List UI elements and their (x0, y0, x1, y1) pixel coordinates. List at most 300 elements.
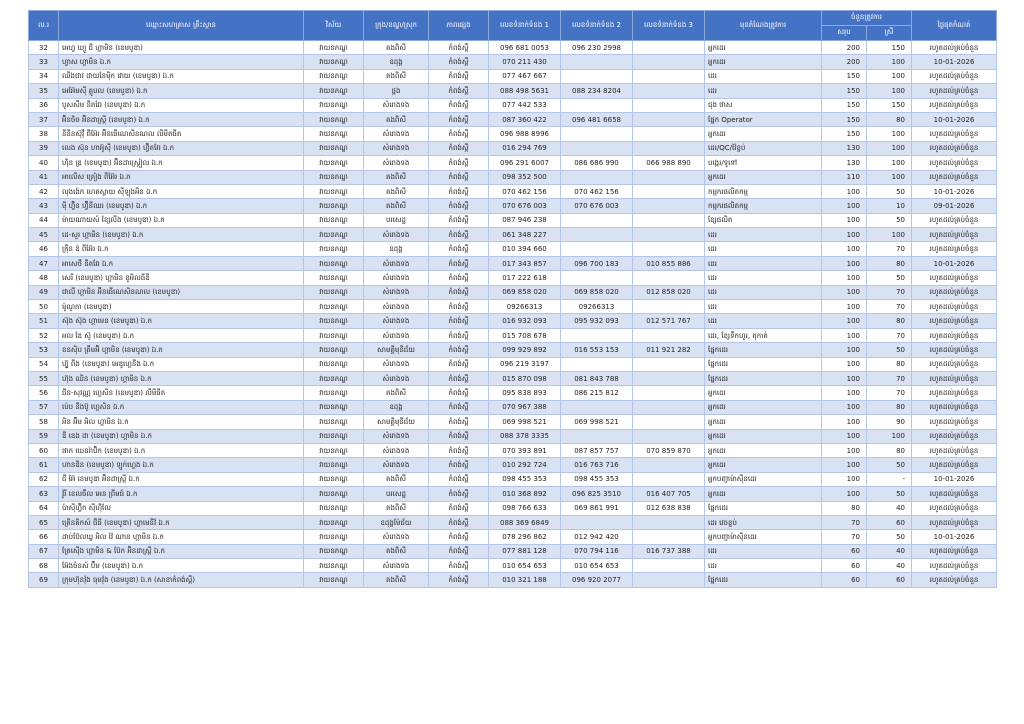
cell-district: គងពិសី (364, 199, 429, 213)
cell-position: ដេរ (705, 314, 822, 328)
cell-phone-3 (633, 170, 705, 184)
cell-company-name: ហ្វ៊ូ ពីង (ខេមបូឌា) អេឌូហ្គេនីង ឯ.ក (59, 357, 304, 371)
table-row (29, 443, 997, 457)
cell-province: កំពង់ស្ពឺ (429, 69, 489, 83)
cell-need-female: 80 (867, 256, 912, 270)
cell-need-female: 70 (867, 371, 912, 385)
cell-need-total: 100 (822, 400, 867, 414)
cell-phone-3 (633, 184, 705, 198)
cell-district: សំរោងទង (364, 271, 429, 285)
cell-company-name: អាសេថឺ នីតវែរ ឯ.ក (59, 256, 304, 270)
cell-province: កំពង់ស្ពឺ (429, 501, 489, 515)
cell-phone-3 (633, 472, 705, 486)
cell-district: សាមគ្គីមុនីជ័យ (364, 343, 429, 357)
cell-phone-2: 096 481 6658 (561, 112, 633, 126)
cell-position: ខ្សែផលិត (705, 213, 822, 227)
header-female: ស្រី (867, 26, 912, 41)
cell-province: កំពង់ស្ពឺ (429, 573, 489, 587)
cell-need-total: 130 (822, 156, 867, 170)
cell-deadline: រហូតដល់គ្រប់ចំនួន (912, 515, 997, 529)
cell-district: សំរោងទង (364, 141, 429, 155)
cell-company-name: ដេ-សួរ ហ្គាមិន (ខេមបូឌា) ឯ.ក (59, 228, 304, 242)
cell-phone-1: 070 393 891 (489, 443, 561, 457)
cell-phone-2 (561, 357, 633, 371)
table-row (29, 98, 997, 112)
cell-phone-3 (633, 112, 705, 126)
cell-row-number: 58 (29, 415, 59, 429)
cell-need-total: 70 (822, 515, 867, 529)
cell-company-name: ម៉ី ហ្វ៊ិន ហ្វ៊ីនីឈរ (ខេមបូឌា) ឯ.ក (59, 199, 304, 213)
cell-need-female: 60 (867, 515, 912, 529)
cell-phone-3 (633, 573, 705, 587)
cell-position: ផ្នែកដេរ (705, 501, 822, 515)
cell-phone-3: 016 737 388 (633, 544, 705, 558)
cell-phone-2: 087 857 757 (561, 443, 633, 457)
cell-phone-3 (633, 127, 705, 141)
cell-need-total: 150 (822, 84, 867, 98)
table-row (29, 184, 997, 198)
cell-phone-1: 061 348 227 (489, 228, 561, 242)
cell-deadline: រហូតដល់គ្រប់ចំនួន (912, 141, 997, 155)
cell-phone-3 (633, 228, 705, 242)
cell-sector: វាយនភណ្ឌ (304, 357, 364, 371)
cell-phone-3: 012 638 838 (633, 501, 705, 515)
cell-sector: វាយនភណ្ឌ (304, 127, 364, 141)
cell-deadline: រហូតដល់គ្រប់ចំនួន (912, 487, 997, 501)
cell-phone-3 (633, 429, 705, 443)
cell-district: សំរោងទង (364, 300, 429, 314)
cell-province: កំពង់ស្ពឺ (429, 156, 489, 170)
cell-position: អ្នកបញ្ជាម៉ាស៊ីនដេរ (705, 472, 822, 486)
cell-province: កំពង់ស្ពឺ (429, 242, 489, 256)
cell-row-number: 49 (29, 285, 59, 299)
cell-phone-3: 012 571 767 (633, 314, 705, 328)
cell-phone-1: 077 442 533 (489, 98, 561, 112)
cell-position: អ្នកដេរ (705, 400, 822, 414)
cell-phone-2: 096 920 2077 (561, 573, 633, 587)
cell-province: កំពង់ស្ពឺ (429, 472, 489, 486)
cell-phone-2 (561, 429, 633, 443)
cell-sector: វាយនភណ្ឌ (304, 386, 364, 400)
cell-company-name: ត្រែស៊ើង ហ្គាមិន & ប៊ែក អ៊ិនដាស្ត្រី ឯ.ក (59, 544, 304, 558)
cell-province: កំពង់ស្ពឺ (429, 141, 489, 155)
cell-deadline: 10-01-2026 (912, 530, 997, 544)
cell-phone-2 (561, 242, 633, 256)
cell-need-female: 50 (867, 458, 912, 472)
cell-province: កំពង់ស្ពឺ (429, 256, 489, 270)
cell-phone-2 (561, 271, 633, 285)
cell-need-female: 50 (867, 343, 912, 357)
cell-phone-3: 016 407 705 (633, 487, 705, 501)
cell-need-female: 40 (867, 544, 912, 558)
cell-row-number: 56 (29, 386, 59, 400)
cell-company-name: ជីន-សុវណ្ណ ហ្គេសិន (ខេមបូឌា) លីមីធីត (59, 386, 304, 400)
table-row (29, 228, 997, 242)
cell-need-female: 70 (867, 300, 912, 314)
cell-need-female: 80 (867, 314, 912, 328)
cell-phone-2: 095 932 093 (561, 314, 633, 328)
cell-position: ដេរ (705, 285, 822, 299)
cell-district: ឧដុង្គ (364, 55, 429, 69)
cell-sector: វាយនភណ្ឌ (304, 112, 364, 126)
cell-phone-1: 010 394 660 (489, 242, 561, 256)
cell-phone-1: 070 211 430 (489, 55, 561, 69)
header-district: ក្រុង/ខណ្ឌ/ស្រុក (364, 11, 429, 41)
cell-position: ដេរ វេចខ្ចប់ (705, 515, 822, 529)
cell-province: កំពង់ស្ពឺ (429, 415, 489, 429)
table-row (29, 271, 997, 285)
cell-need-female: 40 (867, 501, 912, 515)
cell-phone-2: 069 858 020 (561, 285, 633, 299)
cell-need-total: 100 (822, 300, 867, 314)
cell-position: ផ្នែកដេរ (705, 573, 822, 587)
cell-deadline: រហូតដល់គ្រប់ចំនួន (912, 501, 997, 515)
header-deadline: ថ្ងៃផុតកំណត់ (912, 11, 997, 41)
cell-row-number: 39 (29, 141, 59, 155)
cell-district: ឧដុង្គ (364, 242, 429, 256)
table-row (29, 544, 997, 558)
cell-position: ដេរ, ខ្សែទឹកហូរ, តុកាត់ (705, 328, 822, 342)
cell-phone-2 (561, 55, 633, 69)
cell-need-total: 100 (822, 184, 867, 198)
cell-deadline: រហូតដល់គ្រប់ចំនួន (912, 242, 997, 256)
cell-position: អ្នកដេរ (705, 127, 822, 141)
table-row (29, 300, 997, 314)
cell-phone-1: 010 292 724 (489, 458, 561, 472)
cell-sector: វាយនភណ្ឌ (304, 472, 364, 486)
cell-deadline: 10-01-2026 (912, 55, 997, 69)
cell-phone-2 (561, 127, 633, 141)
cell-deadline: រហូតដល់គ្រប់ចំនួន (912, 443, 997, 457)
cell-row-number: 51 (29, 314, 59, 328)
cell-need-total: 150 (822, 127, 867, 141)
cell-district: សំរោងទង (364, 127, 429, 141)
cell-deadline: រហូតដល់គ្រប់ចំនួន (912, 69, 997, 83)
cell-need-female: 90 (867, 415, 912, 429)
table-row (29, 199, 997, 213)
cell-need-female: 80 (867, 112, 912, 126)
cell-sector: វាយនភណ្ឌ (304, 184, 364, 198)
cell-position: អ្នកដេរ (705, 429, 822, 443)
cell-phone-1: 096 291 6007 (489, 156, 561, 170)
cell-phone-3 (633, 84, 705, 98)
table-row (29, 328, 997, 342)
cell-province: កំពង់ស្ពឺ (429, 357, 489, 371)
cell-need-female: 80 (867, 400, 912, 414)
cell-phone-1: 017 222 618 (489, 271, 561, 285)
cell-sector: វាយនភណ្ឌ (304, 400, 364, 414)
cell-need-total: 100 (822, 285, 867, 299)
cell-sector: វាយនភណ្ឌ (304, 69, 364, 83)
cell-district: គងពិសី (364, 573, 429, 587)
header-need-group: ចំនួនត្រូវការ (822, 11, 912, 26)
cell-phone-3: 012 858 020 (633, 285, 705, 299)
table-row (29, 530, 997, 544)
cell-company-name: សេរី (ខេមបូឌា) ហ្គាមិន ខូអិលធីឌី (59, 271, 304, 285)
cell-province: កំពង់ស្ពឺ (429, 55, 489, 69)
cell-company-name: ហានឌិន (ខេមបូឌា) ឡូក់ហ្គេង ឯ.ក (59, 458, 304, 472)
cell-need-female: 50 (867, 530, 912, 544)
cell-sector: វាយនភណ្ឌ (304, 256, 364, 270)
job-listing-table (28, 10, 997, 588)
table-row (29, 343, 997, 357)
cell-company-name: ដាប់ប៊ែលឃ្វ អិល វ៉ៃ ណាន ហ្គាមិន ឯ.ក (59, 530, 304, 544)
cell-row-number: 59 (29, 429, 59, 443)
cell-sector: វាយនភណ្ឌ (304, 371, 364, 385)
cell-province: កំពង់ស្ពឺ (429, 443, 489, 457)
cell-phone-1: 017 343 857 (489, 256, 561, 270)
cell-position: ដេរ/QC/វ៉ៃខ្ចប់ (705, 141, 822, 155)
cell-need-female: 70 (867, 242, 912, 256)
cell-row-number: 44 (29, 213, 59, 227)
table-row (29, 515, 997, 529)
table-row (29, 112, 997, 126)
cell-company-name: អេហ្វ ឃ្យូ ជី ហ្គាមិន (ខេមបូឌា) (59, 41, 304, 55)
cell-deadline: រហូតដល់គ្រប់ចំនួន (912, 127, 997, 141)
cell-company-name: ត្រើនគិកស៍ ជឺធី (ខេមបូឌា) ហ្គាមេនីវ៍ ឯ.ក (59, 515, 304, 529)
cell-row-number: 45 (29, 228, 59, 242)
cell-district: បរសេដ្ឋ (364, 487, 429, 501)
cell-phone-2 (561, 170, 633, 184)
cell-need-total: 130 (822, 141, 867, 155)
cell-deadline: រហូតដល់គ្រប់ចំនួន (912, 228, 997, 242)
cell-row-number: 66 (29, 530, 59, 544)
cell-row-number: 33 (29, 55, 59, 69)
cell-deadline: រហូតដល់គ្រប់ចំនួន (912, 285, 997, 299)
table-row (29, 141, 997, 155)
header-phone-3: លេខទំនាក់ទំនង 3 (633, 11, 705, 41)
cell-phone-2: 070 794 116 (561, 544, 633, 558)
cell-need-female: 150 (867, 98, 912, 112)
cell-district: សំរោងទង (364, 429, 429, 443)
cell-phone-1: 010 654 653 (489, 559, 561, 573)
cell-sector: វាយនភណ្ឌ (304, 328, 364, 342)
cell-phone-1: 098 766 633 (489, 501, 561, 515)
cell-sector: វាយនភណ្ឌ (304, 544, 364, 558)
header-phone-2: លេខទំនាក់ទំនង 2 (561, 11, 633, 41)
cell-company-name: ហ៊ុង ឈិន (ខេមបូឌា) ហ្គាមិន ឯ.ក (59, 371, 304, 385)
cell-province: កំពង់ស្ពឺ (429, 328, 489, 342)
cell-sector: វាយនភណ្ឌ (304, 443, 364, 457)
cell-company-name: ជាលី ហ្គាមិន អ៊ិនធើណេសិនណល (ខេមបូឌា) (59, 285, 304, 299)
cell-district: សំរោងទង (364, 285, 429, 299)
cell-phone-2 (561, 328, 633, 342)
cell-row-number: 34 (29, 69, 59, 83)
table-row (29, 386, 997, 400)
cell-phone-2: 098 455 353 (561, 472, 633, 486)
cell-need-total: 60 (822, 544, 867, 558)
cell-need-total: 100 (822, 429, 867, 443)
cell-deadline: រហូតដល់គ្រប់ចំនួន (912, 170, 997, 184)
cell-row-number: 55 (29, 371, 59, 385)
table-row (29, 156, 997, 170)
cell-company-name: អល ឌែ ស៊ូ (ខេមបូឌា) ឯ.ក (59, 328, 304, 342)
cell-province: កំពង់ស្ពឺ (429, 184, 489, 198)
cell-company-name: នីនីនស៊ុវ៉ឺ ពីអ៊ែរ អ៊ិនធើណេសិនណល លីមីតធីត (59, 127, 304, 141)
cell-sector: វាយនភណ្ឌ (304, 285, 364, 299)
cell-phone-1: 010 368 892 (489, 487, 561, 501)
table-row (29, 170, 997, 184)
cell-phone-2: 086 686 990 (561, 156, 633, 170)
cell-province: កំពង់ស្ពឺ (429, 429, 489, 443)
table-row (29, 415, 997, 429)
cell-district: សំរោងទង (364, 357, 429, 371)
cell-district: គងពិសី (364, 170, 429, 184)
table-row (29, 213, 997, 227)
cell-phone-2 (561, 515, 633, 529)
cell-phone-1: 070 967 388 (489, 400, 561, 414)
cell-row-number: 63 (29, 487, 59, 501)
cell-need-female: 70 (867, 386, 912, 400)
header-position: មុខតំណែងត្រូវការ (705, 11, 822, 41)
cell-company-name: ហ្វាស ហ្គាមិន ឯ.ក (59, 55, 304, 69)
cell-need-female: 100 (867, 156, 912, 170)
cell-deadline: រហូតដល់គ្រប់ចំនួន (912, 400, 997, 414)
cell-need-female: 10 (867, 199, 912, 213)
cell-district: សំរោងទង (364, 256, 429, 270)
cell-deadline: រហូតដល់គ្រប់ចំនួន (912, 429, 997, 443)
cell-phone-2: 070 462 156 (561, 184, 633, 198)
header-total: សរុប (822, 26, 867, 41)
cell-need-female: 100 (867, 55, 912, 69)
cell-position: អ្នកដេរ (705, 487, 822, 501)
cell-row-number: 37 (29, 112, 59, 126)
table-body (29, 41, 997, 588)
cell-phone-1: 069 998 521 (489, 415, 561, 429)
cell-province: កំពង់ស្ពឺ (429, 98, 489, 112)
cell-deadline: 10-01-2026 (912, 256, 997, 270)
cell-company-name: ក្រុីន ឌ៉ ពីអ៊ែរ ឯ.ក (59, 242, 304, 256)
cell-district: គងពិសី (364, 69, 429, 83)
cell-district: សំរោងទង (364, 328, 429, 342)
cell-position: ដេរ (705, 544, 822, 558)
cell-phone-3 (633, 559, 705, 573)
cell-phone-3 (633, 41, 705, 55)
cell-phone-1: 070 462 156 (489, 184, 561, 198)
cell-need-female: 50 (867, 213, 912, 227)
cell-phone-2: 070 676 003 (561, 199, 633, 213)
cell-phone-2 (561, 228, 633, 242)
cell-sector: វាយនភណ្ឌ (304, 573, 364, 587)
cell-phone-3: 010 855 886 (633, 256, 705, 270)
cell-phone-2: 096 230 2998 (561, 41, 633, 55)
cell-phone-1: 010 321 188 (489, 573, 561, 587)
cell-phone-3 (633, 199, 705, 213)
cell-deadline: រហូតដល់គ្រប់ចំនួន (912, 328, 997, 342)
cell-need-female: 100 (867, 228, 912, 242)
cell-phone-1: 078 296 862 (489, 530, 561, 544)
cell-phone-1: 077 881 128 (489, 544, 561, 558)
cell-sector: វាយនភណ្ឌ (304, 41, 364, 55)
header-no: ល.រ (29, 11, 59, 41)
cell-phone-1: 096 681 0053 (489, 41, 561, 55)
cell-deadline: រហូតដល់គ្រប់ចំនួន (912, 559, 997, 573)
cell-district: គងពិសី (364, 501, 429, 515)
cell-need-total: 100 (822, 314, 867, 328)
cell-row-number: 65 (29, 515, 59, 529)
cell-row-number: 36 (29, 98, 59, 112)
cell-company-name: វ៉ូរី ខេលចឹល អេន ព្រីមធ៍ ឯ.ក (59, 487, 304, 501)
cell-sector: វាយនភណ្ឌ (304, 170, 364, 184)
cell-row-number: 53 (29, 343, 59, 357)
table-row (29, 127, 997, 141)
cell-row-number: 57 (29, 400, 59, 414)
cell-deadline: រហូតដល់គ្រប់ចំនួន (912, 41, 997, 55)
cell-position: អ្នកដេរ (705, 170, 822, 184)
cell-need-total: 100 (822, 386, 867, 400)
cell-phone-3: 011 921 282 (633, 343, 705, 357)
cell-row-number: 41 (29, 170, 59, 184)
cell-row-number: 40 (29, 156, 59, 170)
header-province: ភាពផ្សេង (429, 11, 489, 41)
cell-province: កំពង់ស្ពឺ (429, 300, 489, 314)
cell-phone-3 (633, 371, 705, 385)
cell-need-total: 100 (822, 472, 867, 486)
cell-company-name: ខនស៊ិប ត្រឹមអ៊ិ ហ្គាមិន (ខេមបូឌា) ឯ.ក (59, 343, 304, 357)
cell-company-name: អេអ៊ែមស៊ី គ្លូបល (ខេមបូឌា) ឯ.ក (59, 84, 304, 98)
cell-position: អ្នកដេរ (705, 41, 822, 55)
cell-district: គងពិសី (364, 112, 429, 126)
cell-province: កំពង់ស្ពឺ (429, 84, 489, 98)
cell-district: គងពិសី (364, 184, 429, 198)
cell-position: ផ្នែកដេរ (705, 357, 822, 371)
cell-sector: វាយនភណ្ឌ (304, 228, 364, 242)
cell-need-female: 70 (867, 328, 912, 342)
table-row (29, 400, 997, 414)
cell-phone-3 (633, 400, 705, 414)
cell-district: សាមគ្គីមុនីជ័យ (364, 415, 429, 429)
cell-sector: វាយនភណ្ឌ (304, 415, 364, 429)
cell-district: ថ្ពង (364, 84, 429, 98)
cell-position: អ្នកដេរ (705, 458, 822, 472)
job-listing-sheet (28, 10, 996, 588)
cell-row-number: 69 (29, 573, 59, 587)
cell-need-female: 80 (867, 357, 912, 371)
cell-phone-3: 066 988 890 (633, 156, 705, 170)
cell-province: កំពង់ស្ពឺ (429, 343, 489, 357)
cell-deadline: រហូតដល់គ្រប់ចំនួន (912, 343, 997, 357)
cell-province: កំពង់ស្ពឺ (429, 41, 489, 55)
cell-province: កំពង់ស្ពឺ (429, 458, 489, 472)
cell-district: សំរោងទង (364, 559, 429, 573)
cell-position: ផ្នែក Operator (705, 112, 822, 126)
cell-deadline: 10-01-2026 (912, 184, 997, 198)
cell-row-number: 43 (29, 199, 59, 213)
cell-province: កំពង់ស្ពឺ (429, 400, 489, 414)
cell-position: ផ្នែកដេរ (705, 371, 822, 385)
cell-company-name: ប៉ាស៊ីហ្វ៊ិក ស៊ីហ៊ីលែ (59, 501, 304, 515)
cell-province: កំពង់ស្ពឺ (429, 544, 489, 558)
cell-phone-1: 098 352 500 (489, 170, 561, 184)
cell-need-female: 50 (867, 184, 912, 198)
cell-phone-3: 070 859 870 (633, 443, 705, 457)
cell-need-total: 100 (822, 415, 867, 429)
cell-deadline: រហូតដល់គ្រប់ចំនួន (912, 314, 997, 328)
cell-phone-1: 096 988 8996 (489, 127, 561, 141)
cell-province: កំពង់ស្ពឺ (429, 170, 489, 184)
cell-sector: វាយនភណ្ឌ (304, 84, 364, 98)
cell-sector: វាយនភណ្ឌ (304, 429, 364, 443)
cell-phone-2: 081 843 788 (561, 371, 633, 385)
cell-phone-2: 016 763 716 (561, 458, 633, 472)
cell-phone-1: 088 369 6849 (489, 515, 561, 529)
table-row (29, 487, 997, 501)
cell-company-name: ក្រុមហ៊ុនវ៉ុង ធុមវ៉ុង (ខេមបូឌា) ឯ.ក (សាខាកំពង់ស្ពឺ) (59, 573, 304, 587)
cell-phone-3 (633, 515, 705, 529)
table-row (29, 285, 997, 299)
cell-need-total: 150 (822, 112, 867, 126)
cell-need-total: 200 (822, 55, 867, 69)
